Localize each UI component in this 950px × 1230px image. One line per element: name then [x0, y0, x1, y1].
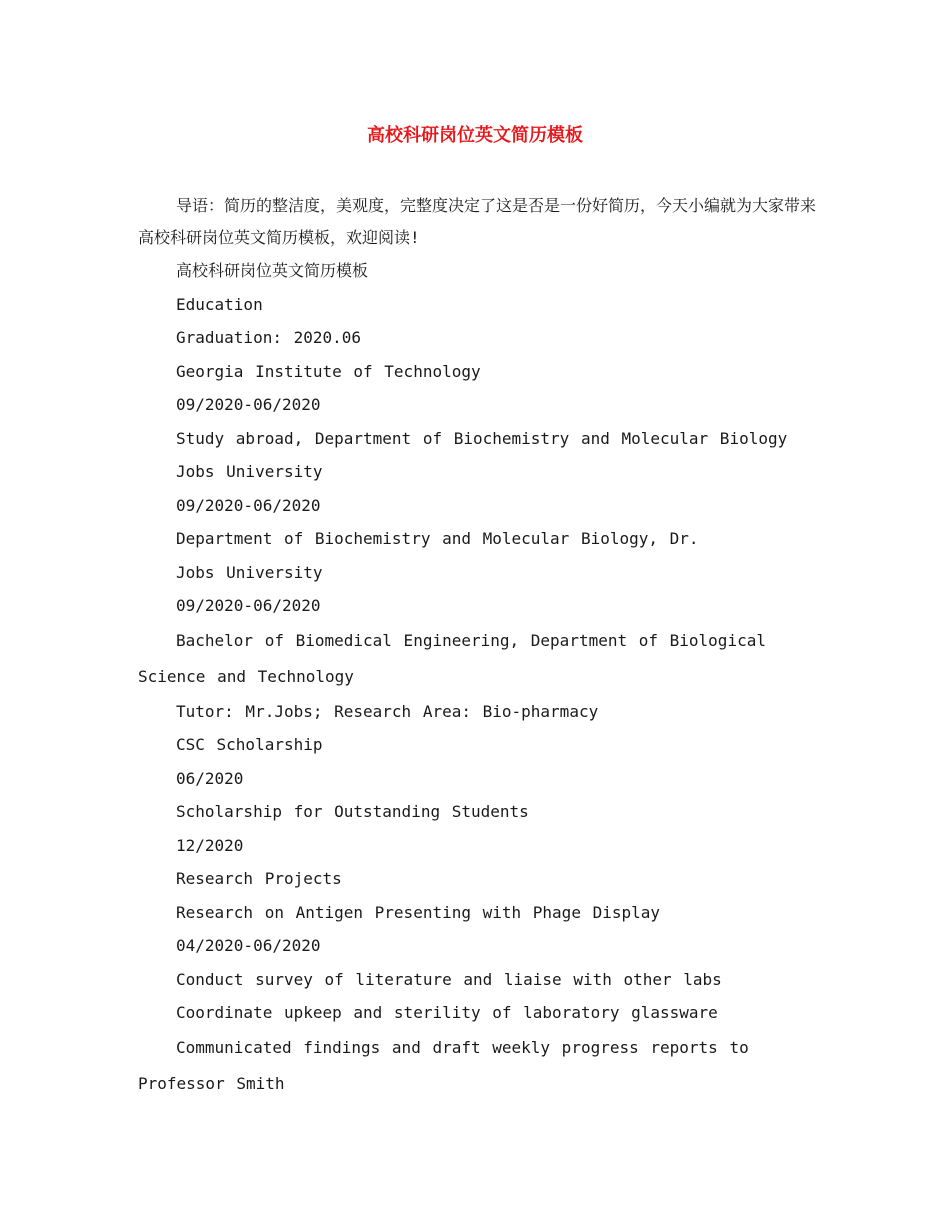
text-line: Department of Biochemistry and Molecular Biology, Dr.: [176, 529, 699, 548]
document-body: [138, 190, 818, 1102]
text-line: Georgia Institute of Technology: [176, 361, 481, 381]
section-heading: 高校科研岗位英文简历模板: [176, 261, 369, 280]
date-line: 06/2020: [176, 768, 244, 788]
text-line: Research on Antigen Presenting with Phage Display: [176, 902, 661, 922]
document-title: 高校科研岗位英文简历模板: [367, 125, 583, 146]
text-line: Study abroad, Department of Biochemistry and Molecular Biology: [176, 428, 788, 448]
date-line: 09/2020-06/2020: [176, 395, 321, 414]
date-line: 09/2020-06/2020: [176, 495, 321, 515]
text-line: Jobs University: [176, 562, 323, 582]
intro-paragraph: 导语：简历的整洁度，美观度，完整度决定了这是否是一份好简历，今天小编就为大家带来高校科研岗位英文简历模板，欢迎阅读!: [138, 196, 817, 247]
section-research-projects: Research Projects: [176, 869, 342, 888]
date-line: 09/2020-06/2020: [176, 596, 321, 615]
date-line: 12/2020: [176, 835, 244, 855]
text-line: Scholarship for Outstanding Students: [176, 802, 529, 821]
section-education: Education: [176, 294, 263, 314]
date-line: 04/2020-06/2020: [176, 936, 321, 955]
text-line: Coordinate upkeep and sterility of laboratory glassware: [176, 1003, 718, 1022]
text-line: Graduation: 2020.06: [176, 328, 362, 347]
text-line: Conduct survey of literature and liaise with other labs: [176, 969, 722, 989]
text-line: Tutor: Mr.Jobs; Research Area: Bio-pharmacy: [176, 701, 599, 721]
text-line: Bachelor of Biomedical Engineering, Department of Biological Science and Technology: [138, 630, 766, 686]
text-line: Communicated findings and draft weekly progress reports to Professor Smith: [138, 1037, 749, 1093]
section-scholarship: CSC Scholarship: [176, 735, 323, 754]
text-line: Jobs University: [176, 462, 323, 481]
